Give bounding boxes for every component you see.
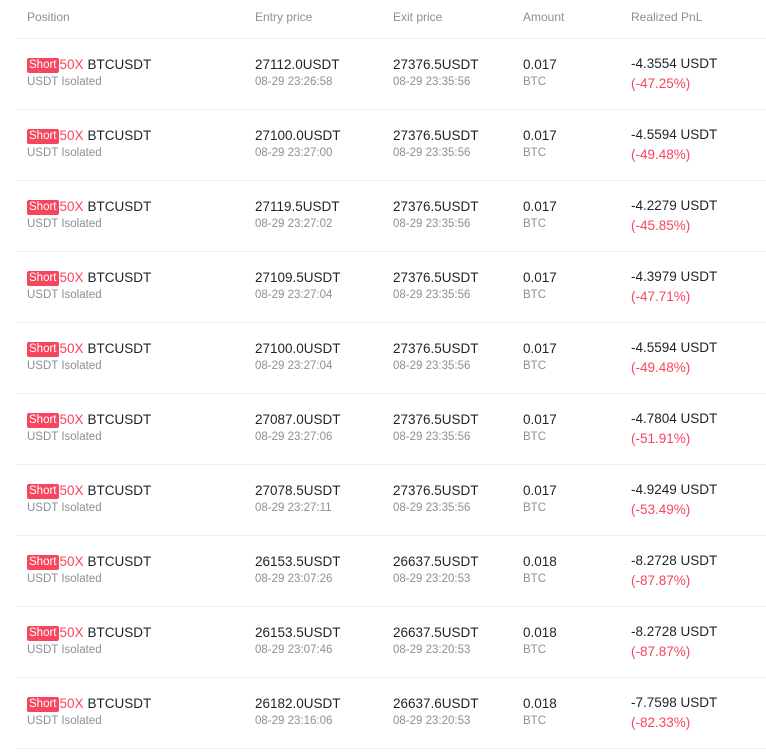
amount-unit: BTC xyxy=(523,147,546,159)
entry-cell xyxy=(255,127,341,161)
symbol[interactable]: BTCUSDT xyxy=(87,341,152,356)
header-position: Position xyxy=(27,10,70,24)
leverage: 50X xyxy=(59,57,84,72)
leverage: 50X xyxy=(59,554,84,569)
table-row[interactable] xyxy=(16,181,766,252)
exit-time: 08-29 23:20:53 xyxy=(393,573,471,585)
entry-price: 26153.5USDT xyxy=(255,554,341,569)
entry-price: 27078.5USDT xyxy=(255,483,341,498)
exit-cell xyxy=(393,56,479,90)
entry-price: 27119.5USDT xyxy=(255,199,340,214)
leverage: 50X xyxy=(59,483,84,498)
exit-price: 27376.5USDT xyxy=(393,412,479,427)
table-row[interactable] xyxy=(16,110,766,181)
amount: 0.017 xyxy=(523,57,557,72)
symbol[interactable]: BTCUSDT xyxy=(87,696,152,711)
header-realized-pnl: Realized PnL xyxy=(631,10,703,24)
entry-time: 08-29 23:27:04 xyxy=(255,360,333,372)
side-badge: Short xyxy=(29,201,57,213)
pnl-cell xyxy=(631,623,717,660)
entry-cell xyxy=(255,340,341,374)
side-badge: Short xyxy=(29,414,57,426)
margin-asset: USDT xyxy=(27,573,59,585)
exit-cell xyxy=(393,411,479,445)
realized-pnl: -4.5594 USDT xyxy=(631,340,718,355)
amount-cell xyxy=(523,127,557,161)
realized-pnl: -4.9249 USDT xyxy=(631,482,718,497)
amount-unit: BTC xyxy=(523,502,546,514)
realized-pnl-percent: (-82.33%) xyxy=(631,715,691,730)
realized-pnl-percent: (-49.48%) xyxy=(631,360,691,375)
pnl-cell xyxy=(631,552,717,589)
exit-time: 08-29 23:35:56 xyxy=(393,431,471,443)
symbol[interactable]: BTCUSDT xyxy=(87,554,152,569)
exit-price: 26637.5USDT xyxy=(393,625,479,640)
margin-asset: USDT xyxy=(27,360,59,372)
entry-time: 08-29 23:27:11 xyxy=(255,502,332,514)
amount-unit: BTC xyxy=(523,218,546,230)
leverage: 50X xyxy=(59,128,84,143)
position-cell xyxy=(27,198,151,232)
exit-price: 27376.5USDT xyxy=(393,341,479,356)
amount: 0.017 xyxy=(523,412,557,427)
amount-cell xyxy=(523,482,557,516)
exit-time: 08-29 23:35:56 xyxy=(393,289,471,301)
amount: 0.018 xyxy=(523,625,557,640)
amount-unit: BTC xyxy=(523,573,546,585)
symbol[interactable]: BTCUSDT xyxy=(87,412,152,427)
margin-mode: Isolated xyxy=(61,431,102,443)
pnl-cell xyxy=(631,339,717,376)
amount: 0.018 xyxy=(523,554,557,569)
leverage: 50X xyxy=(59,199,84,214)
symbol[interactable]: BTCUSDT xyxy=(87,270,152,285)
realized-pnl-percent: (-53.49%) xyxy=(631,502,691,517)
realized-pnl-percent: (-51.91%) xyxy=(631,431,691,446)
exit-cell xyxy=(393,695,479,729)
leverage: 50X xyxy=(59,270,84,285)
amount-cell xyxy=(523,695,557,729)
position-cell xyxy=(27,411,151,445)
symbol[interactable]: BTCUSDT xyxy=(87,483,152,498)
pnl-cell xyxy=(631,694,717,731)
table-body xyxy=(0,39,766,749)
exit-time: 08-29 23:35:56 xyxy=(393,76,471,88)
position-cell xyxy=(27,553,151,587)
position-cell xyxy=(27,624,151,658)
margin-asset: USDT xyxy=(27,715,59,727)
table-row[interactable] xyxy=(16,465,766,536)
leverage: 50X xyxy=(59,625,84,640)
table-row[interactable] xyxy=(16,252,766,323)
exit-price: 27376.5USDT xyxy=(393,128,479,143)
table-row[interactable] xyxy=(16,323,766,394)
amount-cell xyxy=(523,340,557,374)
exit-time: 08-29 23:20:53 xyxy=(393,644,471,656)
table-row[interactable] xyxy=(16,607,766,678)
realized-pnl: -4.5594 USDT xyxy=(631,127,718,142)
exit-cell xyxy=(393,127,479,161)
pnl-cell xyxy=(631,55,717,92)
symbol[interactable]: BTCUSDT xyxy=(87,625,152,640)
position-cell xyxy=(27,56,151,90)
margin-asset: USDT xyxy=(27,289,59,301)
table-row[interactable] xyxy=(16,536,766,607)
amount: 0.018 xyxy=(523,696,557,711)
margin-mode: Isolated xyxy=(61,644,102,656)
leverage: 50X xyxy=(59,696,84,711)
exit-price: 27376.5USDT xyxy=(393,57,479,72)
entry-time: 08-29 23:26:58 xyxy=(255,76,333,88)
realized-pnl: -8.2728 USDT xyxy=(631,624,718,639)
entry-time: 08-29 23:27:06 xyxy=(255,431,333,443)
entry-cell xyxy=(255,269,341,303)
entry-price: 27109.5USDT xyxy=(255,270,341,285)
entry-time: 08-29 23:07:26 xyxy=(255,573,333,585)
exit-time: 08-29 23:35:56 xyxy=(393,360,471,372)
pnl-cell xyxy=(631,481,717,518)
amount-unit: BTC xyxy=(523,715,546,727)
side-badge: Short xyxy=(29,698,57,710)
realized-pnl: -4.3554 USDT xyxy=(631,56,718,71)
realized-pnl-percent: (-87.87%) xyxy=(631,644,691,659)
header-exit-price: Exit price xyxy=(393,10,443,24)
exit-cell xyxy=(393,553,479,587)
position-cell xyxy=(27,269,151,303)
amount-unit: BTC xyxy=(523,289,546,301)
entry-cell xyxy=(255,198,340,232)
exit-cell xyxy=(393,198,479,232)
exit-price: 27376.5USDT xyxy=(393,199,479,214)
exit-price: 26637.5USDT xyxy=(393,554,479,569)
margin-mode: Isolated xyxy=(61,573,102,585)
entry-cell xyxy=(255,482,341,516)
amount: 0.017 xyxy=(523,270,557,285)
realized-pnl-percent: (-47.71%) xyxy=(631,289,691,304)
margin-asset: USDT xyxy=(27,431,59,443)
symbol[interactable]: BTCUSDT xyxy=(87,128,152,143)
margin-asset: USDT xyxy=(27,502,59,514)
entry-price: 26153.5USDT xyxy=(255,625,341,640)
amount-unit: BTC xyxy=(523,644,546,656)
margin-mode: Isolated xyxy=(61,147,102,159)
amount: 0.017 xyxy=(523,341,557,356)
entry-time: 08-29 23:27:00 xyxy=(255,147,333,159)
exit-time: 08-29 23:35:56 xyxy=(393,502,471,514)
table-row[interactable] xyxy=(16,678,766,749)
pnl-cell xyxy=(631,126,717,163)
amount-cell xyxy=(523,553,557,587)
entry-cell xyxy=(255,695,341,729)
pnl-cell xyxy=(631,410,717,447)
table-row[interactable] xyxy=(16,394,766,465)
realized-pnl: -4.7804 USDT xyxy=(631,411,718,426)
entry-cell xyxy=(255,624,341,658)
amount: 0.017 xyxy=(523,128,557,143)
margin-mode: Isolated xyxy=(61,360,102,372)
amount-cell xyxy=(523,269,557,303)
position-cell xyxy=(27,340,151,374)
entry-cell xyxy=(255,411,341,445)
position-cell xyxy=(27,127,151,161)
entry-price: 27087.0USDT xyxy=(255,412,341,427)
table-row[interactable] xyxy=(16,39,766,110)
symbol[interactable]: BTCUSDT xyxy=(87,57,152,72)
entry-time: 08-29 23:27:02 xyxy=(255,218,333,230)
amount-cell xyxy=(523,56,557,90)
entry-time: 08-29 23:07:46 xyxy=(255,644,333,656)
amount-cell xyxy=(523,411,557,445)
amount-unit: BTC xyxy=(523,76,546,88)
position-cell xyxy=(27,482,151,516)
side-badge: Short xyxy=(29,130,57,142)
entry-price: 27100.0USDT xyxy=(255,341,341,356)
entry-price: 27100.0USDT xyxy=(255,128,341,143)
amount: 0.017 xyxy=(523,199,557,214)
margin-mode: Isolated xyxy=(61,289,102,301)
margin-mode: Isolated xyxy=(61,218,102,230)
margin-mode: Isolated xyxy=(61,76,102,88)
exit-price: 26637.6USDT xyxy=(393,696,479,711)
exit-time: 08-29 23:35:56 xyxy=(393,147,471,159)
exit-cell xyxy=(393,340,479,374)
table-header xyxy=(16,0,766,39)
margin-asset: USDT xyxy=(27,218,59,230)
margin-asset: USDT xyxy=(27,644,59,656)
amount-cell xyxy=(523,198,557,232)
entry-cell xyxy=(255,553,341,587)
pnl-cell xyxy=(631,197,717,234)
realized-pnl-percent: (-45.85%) xyxy=(631,218,691,233)
entry-cell xyxy=(255,56,340,90)
side-badge: Short xyxy=(29,556,57,568)
side-badge: Short xyxy=(29,59,57,71)
symbol[interactable]: BTCUSDT xyxy=(87,199,152,214)
entry-time: 08-29 23:16:06 xyxy=(255,715,333,727)
margin-asset: USDT xyxy=(27,147,59,159)
realized-pnl: -4.3979 USDT xyxy=(631,269,718,284)
exit-price: 27376.5USDT xyxy=(393,270,479,285)
header-amount: Amount xyxy=(523,10,565,24)
leverage: 50X xyxy=(59,412,84,427)
amount-unit: BTC xyxy=(523,360,546,372)
entry-time: 08-29 23:27:04 xyxy=(255,289,333,301)
exit-cell xyxy=(393,482,479,516)
entry-price: 27112.0USDT xyxy=(255,57,340,72)
exit-time: 08-29 23:20:53 xyxy=(393,715,471,727)
side-badge: Short xyxy=(29,272,57,284)
exit-price: 27376.5USDT xyxy=(393,483,479,498)
side-badge: Short xyxy=(29,627,57,639)
realized-pnl-percent: (-49.48%) xyxy=(631,147,691,162)
amount-cell xyxy=(523,624,557,658)
pnl-cell xyxy=(631,268,717,305)
realized-pnl-percent: (-47.25%) xyxy=(631,76,691,91)
exit-cell xyxy=(393,624,479,658)
realized-pnl: -7.7598 USDT xyxy=(631,695,718,710)
amount-unit: BTC xyxy=(523,431,546,443)
margin-asset: USDT xyxy=(27,76,59,88)
header-entry-price: Entry price xyxy=(255,10,313,24)
realized-pnl-percent: (-87.87%) xyxy=(631,573,691,588)
realized-pnl: -4.2279 USDT xyxy=(631,198,718,213)
realized-pnl: -8.2728 USDT xyxy=(631,553,718,568)
amount: 0.017 xyxy=(523,483,557,498)
entry-price: 26182.0USDT xyxy=(255,696,341,711)
position-cell xyxy=(27,695,151,729)
side-badge: Short xyxy=(29,485,57,497)
leverage: 50X xyxy=(59,341,84,356)
side-badge: Short xyxy=(29,343,57,355)
margin-mode: Isolated xyxy=(61,715,102,727)
margin-mode: Isolated xyxy=(61,502,102,514)
exit-time: 08-29 23:35:56 xyxy=(393,218,471,230)
exit-cell xyxy=(393,269,479,303)
